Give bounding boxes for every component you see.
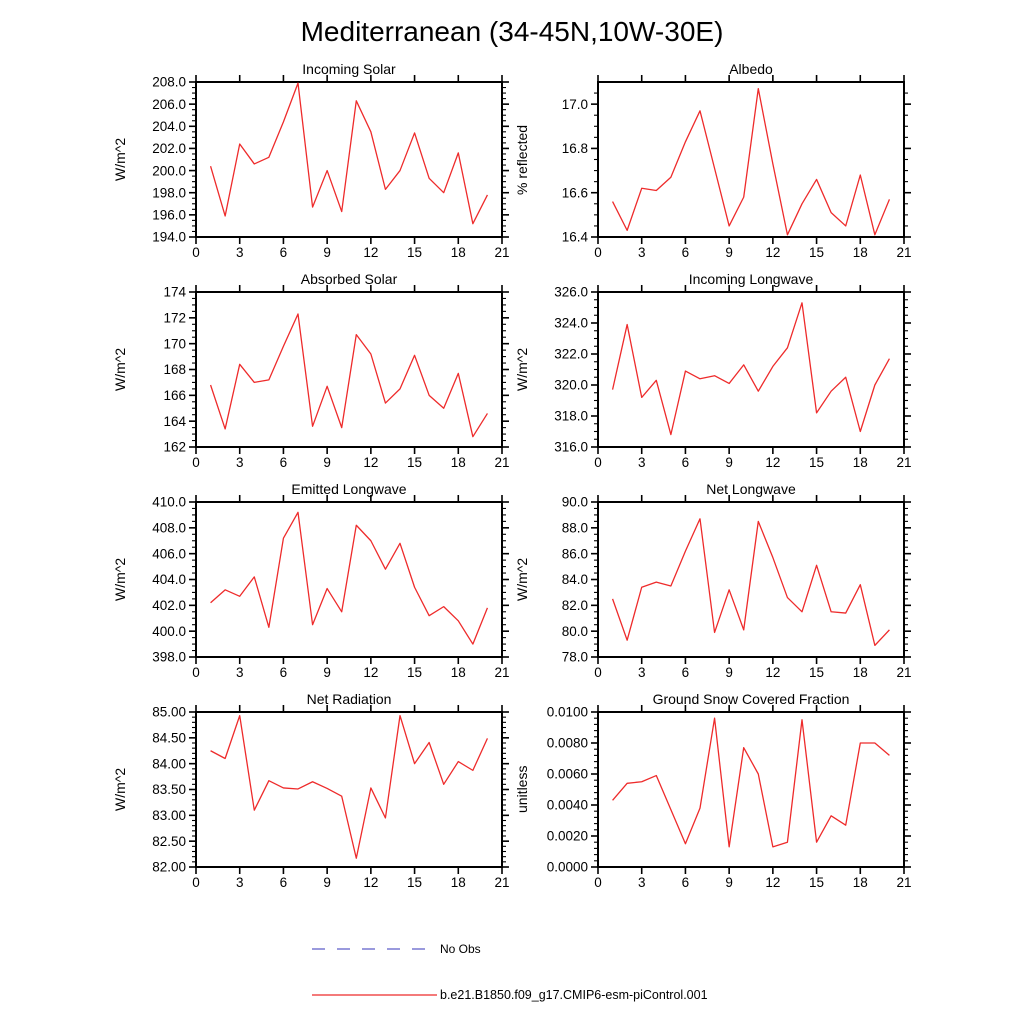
svg-text:16.4: 16.4 bbox=[561, 229, 588, 245]
svg-text:0.0100: 0.0100 bbox=[546, 704, 588, 720]
svg-text:6: 6 bbox=[681, 245, 690, 260]
tick-labels bbox=[152, 705, 509, 890]
model-series-line bbox=[211, 716, 488, 859]
svg-text:9: 9 bbox=[725, 875, 733, 890]
svg-text:6: 6 bbox=[279, 245, 288, 260]
svg-text:0: 0 bbox=[192, 875, 200, 890]
svg-text:400.0: 400.0 bbox=[152, 623, 186, 639]
svg-text:0: 0 bbox=[594, 245, 602, 260]
svg-text:194.0: 194.0 bbox=[152, 229, 186, 245]
svg-text:3: 3 bbox=[637, 875, 646, 890]
svg-text:3: 3 bbox=[637, 665, 646, 680]
model-series-line bbox=[613, 519, 890, 646]
chart-title: Albedo bbox=[729, 61, 773, 77]
svg-text:21: 21 bbox=[494, 875, 510, 890]
svg-text:3: 3 bbox=[637, 245, 646, 260]
svg-text:12: 12 bbox=[765, 875, 781, 890]
svg-text:18: 18 bbox=[852, 245, 868, 260]
y-axis-label: unitless bbox=[514, 765, 530, 814]
svg-text:3: 3 bbox=[235, 245, 244, 260]
svg-text:15: 15 bbox=[809, 875, 825, 890]
model-series-line bbox=[613, 89, 890, 235]
svg-text:9: 9 bbox=[725, 455, 733, 470]
model-series-line bbox=[211, 512, 488, 644]
svg-text:322.0: 322.0 bbox=[554, 346, 588, 362]
model-series-line bbox=[613, 718, 890, 847]
y-axis-label: % reflected bbox=[514, 124, 530, 195]
y-axis-label: W/m^2 bbox=[112, 347, 128, 392]
svg-text:168: 168 bbox=[163, 362, 186, 378]
svg-text:21: 21 bbox=[896, 245, 912, 260]
svg-text:3: 3 bbox=[637, 455, 646, 470]
svg-text:3: 3 bbox=[235, 455, 244, 470]
svg-text:21: 21 bbox=[494, 455, 510, 470]
y-axis-label: W/m^2 bbox=[112, 137, 128, 182]
axes bbox=[189, 705, 509, 874]
svg-text:84.0: 84.0 bbox=[561, 572, 588, 588]
svg-text:12: 12 bbox=[363, 665, 379, 680]
svg-text:3: 3 bbox=[235, 875, 244, 890]
plot-area bbox=[104, 698, 536, 903]
svg-text:200.0: 200.0 bbox=[152, 163, 186, 179]
svg-text:83.00: 83.00 bbox=[152, 808, 186, 824]
svg-text:12: 12 bbox=[765, 665, 781, 680]
svg-text:398.0: 398.0 bbox=[152, 649, 186, 665]
svg-text:166: 166 bbox=[163, 388, 186, 404]
svg-text:6: 6 bbox=[681, 875, 690, 890]
svg-text:80.0: 80.0 bbox=[561, 623, 588, 639]
legend-label-no-obs: No Obs bbox=[440, 942, 481, 956]
svg-text:6: 6 bbox=[279, 875, 288, 890]
tick-labels bbox=[152, 495, 509, 680]
svg-text:0: 0 bbox=[594, 875, 602, 890]
axes bbox=[591, 285, 911, 454]
svg-text:21: 21 bbox=[896, 875, 912, 890]
svg-text:18: 18 bbox=[852, 875, 868, 890]
svg-text:3: 3 bbox=[235, 665, 244, 680]
y-axis-label: W/m^2 bbox=[514, 347, 530, 392]
svg-text:6: 6 bbox=[681, 665, 690, 680]
svg-text:0.0000: 0.0000 bbox=[546, 859, 588, 875]
model-series-line bbox=[211, 314, 488, 437]
svg-text:18: 18 bbox=[852, 455, 868, 470]
svg-text:9: 9 bbox=[725, 245, 733, 260]
svg-text:9: 9 bbox=[725, 665, 733, 680]
svg-text:21: 21 bbox=[896, 455, 912, 470]
plot-area bbox=[104, 488, 536, 693]
svg-text:202.0: 202.0 bbox=[152, 141, 186, 157]
svg-text:12: 12 bbox=[765, 245, 781, 260]
svg-text:12: 12 bbox=[363, 245, 379, 260]
plot-area bbox=[506, 488, 938, 693]
svg-text:18: 18 bbox=[450, 455, 466, 470]
svg-text:86.0: 86.0 bbox=[561, 546, 588, 562]
y-axis-label: W/m^2 bbox=[112, 557, 128, 602]
svg-text:208.0: 208.0 bbox=[152, 74, 186, 90]
svg-text:198.0: 198.0 bbox=[152, 185, 186, 201]
svg-text:0: 0 bbox=[192, 455, 200, 470]
main-title: Mediterranean (34-45N,10W-30E) bbox=[300, 16, 724, 47]
svg-text:78.0: 78.0 bbox=[561, 649, 588, 665]
axes bbox=[189, 285, 509, 454]
svg-text:15: 15 bbox=[809, 455, 825, 470]
svg-text:408.0: 408.0 bbox=[152, 520, 186, 536]
svg-text:84.50: 84.50 bbox=[152, 730, 186, 746]
svg-text:6: 6 bbox=[279, 455, 288, 470]
svg-text:0: 0 bbox=[192, 665, 200, 680]
svg-text:326.0: 326.0 bbox=[554, 284, 588, 300]
y-axis-label: W/m^2 bbox=[112, 767, 128, 812]
plot-area bbox=[104, 278, 536, 483]
svg-text:204.0: 204.0 bbox=[152, 118, 186, 134]
svg-text:15: 15 bbox=[809, 665, 825, 680]
svg-text:0: 0 bbox=[192, 245, 200, 260]
svg-text:410.0: 410.0 bbox=[152, 494, 186, 510]
chart-title: Ground Snow Covered Fraction bbox=[652, 691, 850, 707]
svg-text:18: 18 bbox=[450, 665, 466, 680]
svg-text:83.50: 83.50 bbox=[152, 782, 186, 798]
svg-text:162: 162 bbox=[163, 439, 186, 455]
svg-text:85.00: 85.00 bbox=[152, 704, 186, 720]
axes bbox=[591, 705, 911, 874]
svg-text:82.0: 82.0 bbox=[561, 598, 588, 614]
model-series-line bbox=[211, 83, 488, 224]
chart-title: Incoming Longwave bbox=[688, 271, 814, 287]
svg-text:88.0: 88.0 bbox=[561, 520, 588, 536]
axes bbox=[189, 495, 509, 664]
svg-text:21: 21 bbox=[896, 665, 912, 680]
chart-title: Net Radiation bbox=[306, 691, 392, 707]
model-series-line bbox=[613, 303, 890, 435]
chart-title: Absorbed Solar bbox=[300, 271, 398, 287]
y-axis-label: W/m^2 bbox=[514, 557, 530, 602]
svg-text:9: 9 bbox=[323, 245, 331, 260]
svg-text:402.0: 402.0 bbox=[152, 598, 186, 614]
svg-text:0.0020: 0.0020 bbox=[546, 828, 588, 844]
svg-text:21: 21 bbox=[494, 665, 510, 680]
chart-title: Net Longwave bbox=[706, 481, 796, 497]
tick-labels bbox=[152, 75, 509, 260]
svg-text:9: 9 bbox=[323, 455, 331, 470]
svg-text:15: 15 bbox=[407, 875, 423, 890]
svg-text:18: 18 bbox=[852, 665, 868, 680]
svg-text:21: 21 bbox=[494, 245, 510, 260]
svg-text:15: 15 bbox=[407, 665, 423, 680]
svg-text:15: 15 bbox=[407, 245, 423, 260]
tick-labels bbox=[554, 285, 911, 470]
svg-text:18: 18 bbox=[450, 875, 466, 890]
legend-label-model: b.e21.B1850.f09_g17.CMIP6-esm-piControl.001 bbox=[440, 988, 708, 1002]
plot-area bbox=[506, 278, 938, 483]
svg-text:172: 172 bbox=[163, 310, 186, 326]
svg-text:0.0040: 0.0040 bbox=[546, 797, 588, 813]
plot-area bbox=[506, 68, 938, 273]
svg-text:12: 12 bbox=[363, 455, 379, 470]
svg-text:82.00: 82.00 bbox=[152, 859, 186, 875]
svg-text:6: 6 bbox=[681, 455, 690, 470]
axes bbox=[591, 75, 911, 244]
svg-text:0.0080: 0.0080 bbox=[546, 735, 588, 751]
svg-text:9: 9 bbox=[323, 875, 331, 890]
svg-text:12: 12 bbox=[765, 455, 781, 470]
svg-text:16.8: 16.8 bbox=[561, 141, 588, 157]
svg-text:0: 0 bbox=[594, 665, 602, 680]
svg-text:90.0: 90.0 bbox=[561, 494, 588, 510]
svg-text:18: 18 bbox=[450, 245, 466, 260]
svg-text:206.0: 206.0 bbox=[152, 96, 186, 112]
svg-text:174: 174 bbox=[163, 284, 186, 300]
tick-labels bbox=[163, 285, 509, 470]
svg-text:404.0: 404.0 bbox=[152, 572, 186, 588]
svg-text:316.0: 316.0 bbox=[554, 439, 588, 455]
chart-title: Incoming Solar bbox=[302, 61, 396, 77]
svg-text:170: 170 bbox=[163, 336, 186, 352]
svg-text:84.00: 84.00 bbox=[152, 756, 186, 772]
svg-text:6: 6 bbox=[279, 665, 288, 680]
svg-text:16.6: 16.6 bbox=[561, 185, 588, 201]
svg-text:320.0: 320.0 bbox=[554, 377, 588, 393]
chart-title: Emitted Longwave bbox=[291, 481, 407, 497]
plot-area bbox=[104, 68, 536, 273]
svg-text:12: 12 bbox=[363, 875, 379, 890]
svg-text:82.50: 82.50 bbox=[152, 833, 186, 849]
svg-text:0: 0 bbox=[594, 455, 602, 470]
svg-text:406.0: 406.0 bbox=[152, 546, 186, 562]
svg-text:15: 15 bbox=[809, 245, 825, 260]
svg-text:196.0: 196.0 bbox=[152, 207, 186, 223]
svg-text:164: 164 bbox=[163, 413, 186, 429]
plot-area bbox=[506, 698, 938, 903]
tick-labels bbox=[547, 705, 912, 890]
svg-text:15: 15 bbox=[407, 455, 423, 470]
svg-text:318.0: 318.0 bbox=[554, 408, 588, 424]
svg-text:0.0060: 0.0060 bbox=[546, 766, 588, 782]
svg-text:9: 9 bbox=[323, 665, 331, 680]
svg-text:324.0: 324.0 bbox=[554, 315, 588, 331]
svg-text:17.0: 17.0 bbox=[561, 96, 588, 112]
